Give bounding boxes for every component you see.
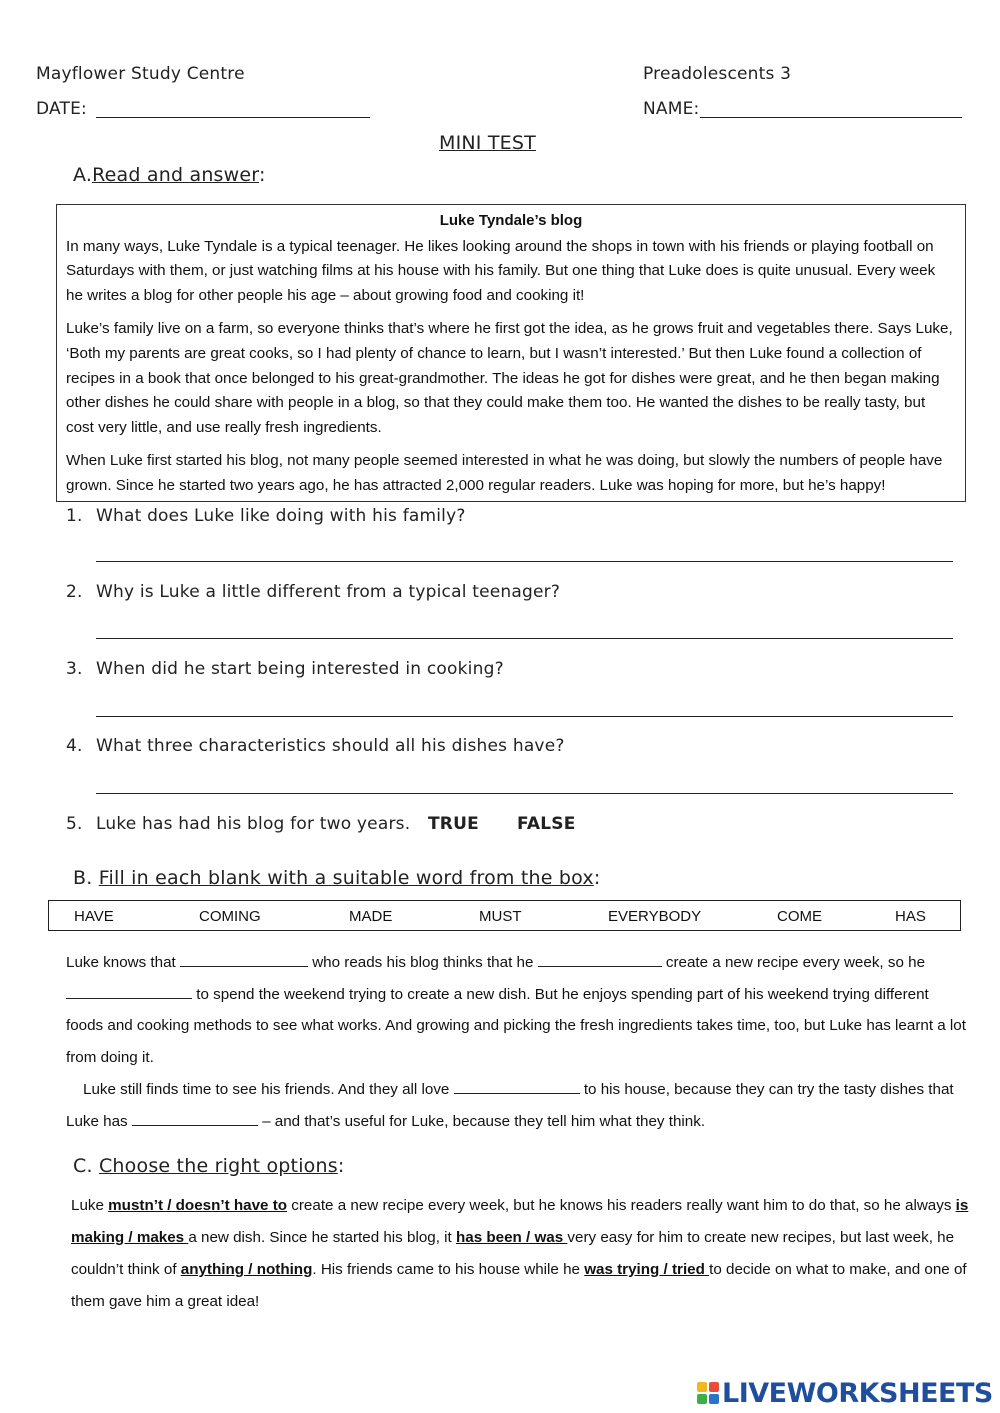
liveworksheets-logo <box>697 1378 993 1408</box>
word-box-item: EVERYBODY <box>608 908 702 925</box>
fill-in-paragraph-1 <box>66 947 966 1074</box>
school-name: Mayflower Study Centre <box>36 64 245 84</box>
blog-paragraph-2: Luke’s family live on a farm, so everyone thinks that’s where he first got the idea, as he grows fruit and vegetables there. Says Luke, ‘Both my parents are great cooks, so I had plenty of chance to learn, but I wasn’t interested.’ But then Luke found a collection of recipes in a book that once belonged to his great-grandmother. The ideas he got for dishes were great, and he then began making other dishes he could share with people in a blog, so that they could make them too. He wanted the dishes to be really tasty, but cost very little, and use really fresh ingredients. <box>66 320 953 436</box>
text-segment: create a new recipe every week, so he <box>661 954 926 971</box>
section-a-title: Read and answer <box>92 164 259 186</box>
section-b-heading <box>73 867 600 889</box>
true-option[interactable]: TRUE <box>428 814 479 834</box>
question-1 <box>66 506 466 526</box>
answer-line-4[interactable] <box>96 793 953 794</box>
text-segment: to spend the weekend trying to create a new dish. But he enjoys spending part of his weekend trying different foods and cooking methods to see what works. And growing and picking the fresh ingredients takes time, too, but Luke has learnt a lot from doing it. <box>66 985 966 1067</box>
question-text: What three characteristics should all his dishes have? <box>96 736 565 756</box>
word-box-item: COMING <box>199 908 261 925</box>
logo-square <box>709 1382 719 1392</box>
word-box-item: HAS <box>895 908 926 925</box>
blank-5[interactable] <box>132 1112 258 1126</box>
name-label: NAME: <box>643 99 700 119</box>
section-c-colon: : <box>337 1155 345 1177</box>
blog-text-box <box>56 204 966 502</box>
word-box-item: COME <box>777 908 822 925</box>
option-choice-2[interactable]: is making / makes <box>71 1197 969 1246</box>
text-segment: a new dish. Since he started his blog, it <box>188 1229 456 1246</box>
word-box-item: MUST <box>479 908 522 925</box>
word-box-item: HAVE <box>74 908 114 925</box>
text-segment: – and that’s useful for Luke, because they tell him what they think. <box>257 1112 706 1130</box>
text-segment: to decide on what to make, and one of them gave him a great idea! <box>71 1261 967 1310</box>
page-title: MINI TEST <box>439 132 536 154</box>
text-segment: . His friends came to his house while he <box>312 1261 585 1278</box>
option-choice-3[interactable]: has been / was <box>455 1229 568 1246</box>
fill-in-paragraph-2 <box>66 1074 966 1137</box>
answer-line-1[interactable] <box>96 561 953 562</box>
section-b-letter: B. <box>73 867 93 889</box>
section-b-title: Fill in each blank with a suitable word from the box <box>98 867 594 889</box>
text-segment: Luke still finds time to see his friends. And they all love <box>83 1081 454 1098</box>
section-c-heading <box>73 1155 344 1177</box>
question-number: 3. <box>66 659 83 679</box>
blank-1[interactable] <box>180 953 308 967</box>
text-segment: Luke knows that <box>66 954 180 971</box>
question-text: What does Luke like doing with his family? <box>96 506 466 526</box>
logo-square <box>697 1382 707 1392</box>
logo-text: LIVEWORKSHEETS <box>722 1377 993 1409</box>
word-box <box>48 900 961 931</box>
false-option[interactable]: FALSE <box>517 814 576 834</box>
word-box-item: MADE <box>349 908 393 925</box>
section-c-letter: C. <box>73 1155 93 1177</box>
option-choice-1[interactable]: mustn’t / doesn’t have to <box>108 1197 288 1214</box>
question-2 <box>66 582 560 602</box>
blog-title: Luke Tyndale’s blog <box>439 212 583 229</box>
date-field[interactable] <box>96 117 370 118</box>
blog-paragraph-3: When Luke first started his blog, not many people seemed interested in what he was doing, but slowly the numbers of people have grown. Since he started two years ago, he has attracted 2,000 regular readers. Luke was hoping for more, but he’s happy! <box>66 452 943 494</box>
question-4 <box>66 736 565 756</box>
class-level: Preadolescents 3 <box>643 64 792 84</box>
text-segment: to his house, because they can try the tasty dishes that Luke has <box>66 1081 954 1130</box>
question-number: 1. <box>66 506 83 526</box>
name-field[interactable] <box>700 117 962 118</box>
liveworksheets-mark-icon <box>697 1382 719 1404</box>
option-choice-4[interactable]: anything / nothing <box>180 1261 313 1278</box>
text-segment: Luke <box>71 1197 109 1214</box>
section-b-colon: : <box>593 867 601 889</box>
text-segment: very easy for him to create new recipes, but last week, he couldn’t think of <box>71 1229 955 1278</box>
answer-line-3[interactable] <box>96 716 953 717</box>
question-text: Luke has had his blog for two years. <box>96 814 411 834</box>
blank-3[interactable] <box>66 985 192 999</box>
logo-square <box>709 1394 719 1404</box>
section-a-letter: A. <box>73 164 93 186</box>
question-number: 2. <box>66 582 83 602</box>
answer-line-2[interactable] <box>96 638 953 639</box>
section-a-colon: : <box>258 164 266 186</box>
choose-options-paragraph <box>71 1190 971 1318</box>
section-c-title: Choose the right options <box>98 1155 338 1177</box>
question-5 <box>66 814 410 834</box>
option-choice-5[interactable]: was trying / tried <box>584 1261 710 1278</box>
blog-paragraph-1: In many ways, Luke Tyndale is a typical teenager. He likes looking around the shops in town with his friends or playing football on Saturdays with them, or just watching films at his house with his family. But one thing that Luke does is quite unusual. Every week he writes a blog for other people his age – about growing food and cooking it! <box>66 237 936 304</box>
question-3 <box>66 659 504 679</box>
question-number: 5. <box>66 814 83 834</box>
question-text: When did he start being interested in cooking? <box>96 659 504 679</box>
question-text: Why is Luke a little different from a typical teenager? <box>96 582 561 602</box>
date-label: DATE: <box>36 99 87 119</box>
logo-square <box>697 1394 707 1404</box>
blank-2[interactable] <box>538 953 662 967</box>
section-a-heading <box>73 164 266 186</box>
text-segment: who reads his blog thinks that he <box>307 954 538 971</box>
text-segment: create a new recipe every week, but he knows his readers really want him to do that, so he always <box>287 1197 956 1214</box>
question-number: 4. <box>66 736 83 756</box>
blank-4[interactable] <box>454 1080 580 1094</box>
